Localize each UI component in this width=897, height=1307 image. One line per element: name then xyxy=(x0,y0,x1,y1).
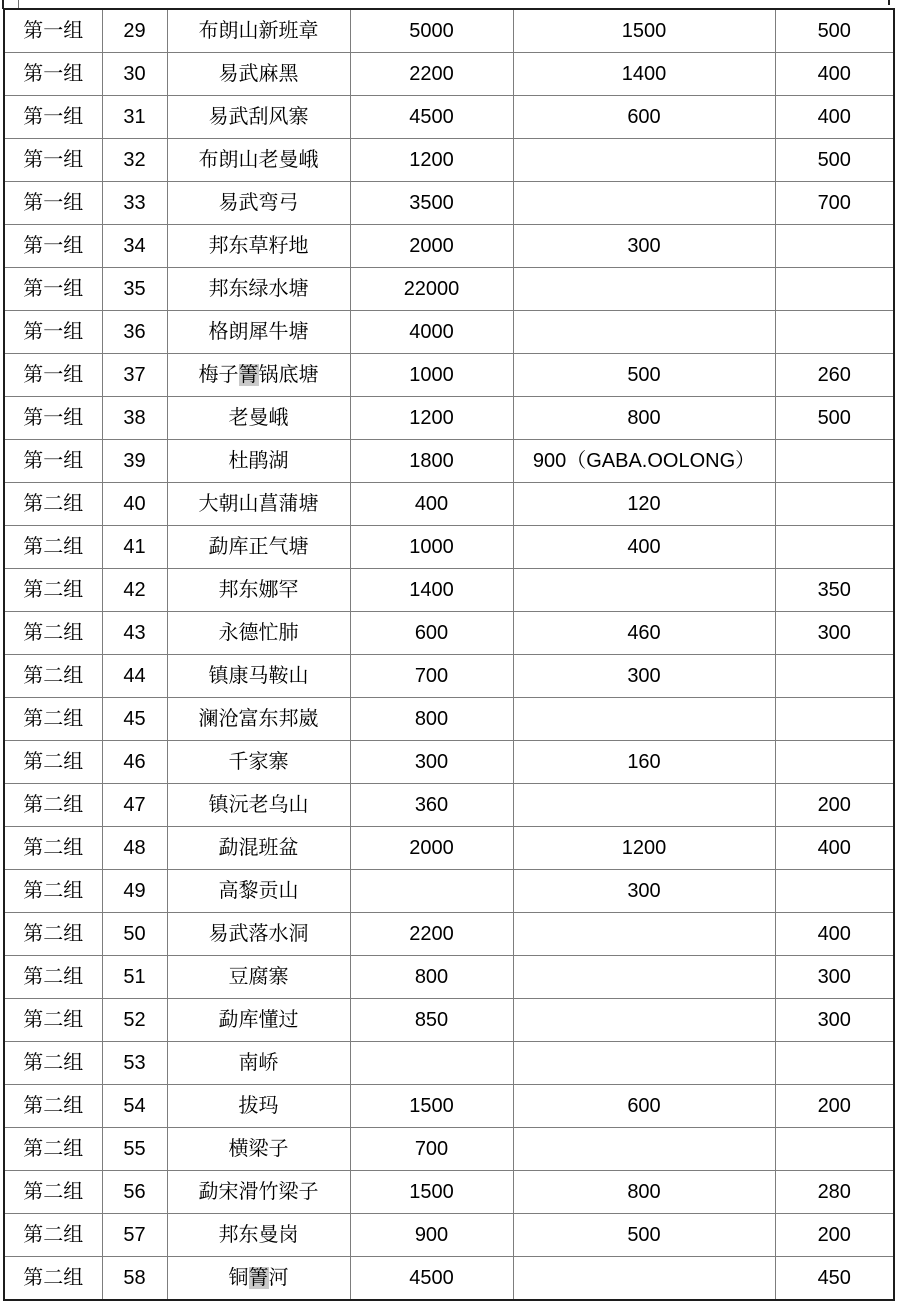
value1-cell[interactable]: 360 xyxy=(350,784,513,827)
value2-cell[interactable]: 500 xyxy=(513,1214,775,1257)
value2-cell[interactable]: 1200 xyxy=(513,827,775,870)
table-row xyxy=(4,354,894,397)
value3-cell[interactable]: 400 xyxy=(775,96,894,139)
group-cell[interactable]: 第一组 xyxy=(4,225,102,268)
table-row xyxy=(4,1042,894,1085)
index-cell[interactable]: 57 xyxy=(102,1214,167,1257)
value2-cell[interactable] xyxy=(513,999,775,1042)
value2-cell[interactable] xyxy=(513,913,775,956)
value3-cell[interactable]: 500 xyxy=(775,139,894,182)
value3-cell[interactable]: 200 xyxy=(775,784,894,827)
table-row xyxy=(4,1128,894,1171)
value1-cell[interactable]: 400 xyxy=(350,483,513,526)
index-cell[interactable]: 44 xyxy=(102,655,167,698)
value3-cell[interactable] xyxy=(775,1042,894,1085)
name-cell[interactable]: 拔玛 xyxy=(167,1085,350,1128)
value1-cell[interactable]: 1200 xyxy=(350,139,513,182)
value1-cell[interactable]: 600 xyxy=(350,612,513,655)
value2-cell[interactable] xyxy=(513,569,775,612)
index-cell[interactable]: 36 xyxy=(102,311,167,354)
value3-cell[interactable]: 300 xyxy=(775,999,894,1042)
value1-cell[interactable]: 2000 xyxy=(350,225,513,268)
group-cell[interactable]: 第二组 xyxy=(4,1128,102,1171)
index-cell[interactable]: 39 xyxy=(102,440,167,483)
value1-cell[interactable]: 22000 xyxy=(350,268,513,311)
index-cell[interactable]: 45 xyxy=(102,698,167,741)
group-cell[interactable]: 第二组 xyxy=(4,1085,102,1128)
value3-cell[interactable] xyxy=(775,526,894,569)
group-cell[interactable]: 第二组 xyxy=(4,956,102,999)
name-cell[interactable]: 易武弯弓 xyxy=(167,182,350,225)
name-cell[interactable]: 易武落水洞 xyxy=(167,913,350,956)
group-cell[interactable]: 第二组 xyxy=(4,870,102,913)
index-cell[interactable]: 56 xyxy=(102,1171,167,1214)
group-cell[interactable]: 第二组 xyxy=(4,741,102,784)
value3-cell[interactable] xyxy=(775,311,894,354)
name-cell[interactable]: 邦东草籽地 xyxy=(167,225,350,268)
value3-cell[interactable]: 700 xyxy=(775,182,894,225)
table-row xyxy=(4,440,894,483)
index-cell[interactable]: 30 xyxy=(102,53,167,96)
value1-cell[interactable]: 800 xyxy=(350,956,513,999)
group-cell[interactable]: 第一组 xyxy=(4,96,102,139)
value3-cell[interactable]: 280 xyxy=(775,1171,894,1214)
value3-cell[interactable]: 350 xyxy=(775,569,894,612)
group-cell[interactable]: 第一组 xyxy=(4,9,102,53)
group-cell[interactable]: 第二组 xyxy=(4,1042,102,1085)
group-cell[interactable]: 第一组 xyxy=(4,53,102,96)
value2-cell[interactable]: 400 xyxy=(513,526,775,569)
name-cell[interactable]: 镇沅老乌山 xyxy=(167,784,350,827)
value1-cell[interactable]: 1800 xyxy=(350,440,513,483)
name-cell[interactable]: 杜鹃湖 xyxy=(167,440,350,483)
value2-cell[interactable]: 160 xyxy=(513,741,775,784)
index-cell[interactable]: 58 xyxy=(102,1257,167,1301)
value3-cell[interactable]: 200 xyxy=(775,1085,894,1128)
value2-cell[interactable] xyxy=(513,698,775,741)
value1-cell[interactable]: 2200 xyxy=(350,53,513,96)
name-cell[interactable]: 镇康马鞍山 xyxy=(167,655,350,698)
value2-cell[interactable] xyxy=(513,1257,775,1301)
value3-cell[interactable]: 260 xyxy=(775,354,894,397)
table-body xyxy=(4,9,894,1300)
value2-cell[interactable]: 500 xyxy=(513,354,775,397)
table-row xyxy=(4,182,894,225)
table-row xyxy=(4,1214,894,1257)
index-cell[interactable]: 50 xyxy=(102,913,167,956)
name-cell[interactable]: 邦东娜罕 xyxy=(167,569,350,612)
index-cell[interactable]: 42 xyxy=(102,569,167,612)
table-row xyxy=(4,612,894,655)
table-row xyxy=(4,53,894,96)
value2-cell[interactable]: 300 xyxy=(513,870,775,913)
value3-cell[interactable]: 400 xyxy=(775,53,894,96)
group-cell[interactable]: 第一组 xyxy=(4,139,102,182)
value2-cell[interactable] xyxy=(513,784,775,827)
table-row xyxy=(4,1171,894,1214)
group-cell[interactable]: 第二组 xyxy=(4,698,102,741)
name-cell[interactable]: 豆腐寨 xyxy=(167,956,350,999)
group-cell[interactable]: 第二组 xyxy=(4,612,102,655)
name-cell[interactable]: 易武刮风寨 xyxy=(167,96,350,139)
value2-cell[interactable]: 900（GABA.OOLONG） xyxy=(513,440,775,483)
name-cell[interactable]: 永德忙肺 xyxy=(167,612,350,655)
table-row xyxy=(4,268,894,311)
value1-cell[interactable]: 1500 xyxy=(350,1171,513,1214)
value3-cell[interactable] xyxy=(775,483,894,526)
value2-cell[interactable]: 300 xyxy=(513,655,775,698)
value2-cell[interactable]: 600 xyxy=(513,96,775,139)
table-row xyxy=(4,9,894,53)
value3-cell[interactable] xyxy=(775,440,894,483)
cutoff-border-stub xyxy=(18,0,19,8)
name-cell[interactable]: 澜沧富东邦崴 xyxy=(167,698,350,741)
table-row xyxy=(4,225,894,268)
value3-cell[interactable] xyxy=(775,1128,894,1171)
table-row xyxy=(4,1085,894,1128)
table-row xyxy=(4,483,894,526)
group-cell[interactable]: 第二组 xyxy=(4,1214,102,1257)
group-cell[interactable]: 第二组 xyxy=(4,655,102,698)
index-cell[interactable]: 47 xyxy=(102,784,167,827)
value3-cell[interactable] xyxy=(775,698,894,741)
value2-cell[interactable]: 120 xyxy=(513,483,775,526)
index-cell[interactable]: 37 xyxy=(102,354,167,397)
group-cell[interactable]: 第一组 xyxy=(4,354,102,397)
table-row xyxy=(4,913,894,956)
table-row xyxy=(4,96,894,139)
index-cell[interactable]: 31 xyxy=(102,96,167,139)
value3-cell[interactable]: 200 xyxy=(775,1214,894,1257)
name-cell[interactable]: 勐混班盆 xyxy=(167,827,350,870)
value1-cell[interactable]: 900 xyxy=(350,1214,513,1257)
index-cell[interactable]: 48 xyxy=(102,827,167,870)
table-row xyxy=(4,827,894,870)
value1-cell[interactable]: 1000 xyxy=(350,354,513,397)
value1-cell[interactable]: 4500 xyxy=(350,96,513,139)
value1-cell[interactable]: 1200 xyxy=(350,397,513,440)
index-cell[interactable]: 40 xyxy=(102,483,167,526)
table-row xyxy=(4,698,894,741)
name-cell[interactable]: 邦东曼岗 xyxy=(167,1214,350,1257)
index-cell[interactable]: 55 xyxy=(102,1128,167,1171)
name-cell[interactable]: 横梁子 xyxy=(167,1128,350,1171)
index-cell[interactable]: 32 xyxy=(102,139,167,182)
name-cell[interactable]: 大朝山菖蒲塘 xyxy=(167,483,350,526)
name-cell[interactable]: 南峤 xyxy=(167,1042,350,1085)
search-highlight: 箐 xyxy=(248,1267,269,1289)
index-cell[interactable]: 41 xyxy=(102,526,167,569)
group-cell[interactable]: 第二组 xyxy=(4,913,102,956)
table-row xyxy=(4,569,894,612)
group-cell[interactable]: 第二组 xyxy=(4,1257,102,1301)
name-cell[interactable]: 勐库正气塘 xyxy=(167,526,350,569)
name-cell[interactable]: 梅子箐锅底塘 xyxy=(167,354,350,397)
value3-cell[interactable]: 300 xyxy=(775,612,894,655)
value1-cell[interactable]: 4500 xyxy=(350,1257,513,1301)
value2-cell[interactable] xyxy=(513,311,775,354)
group-cell[interactable]: 第一组 xyxy=(4,440,102,483)
value3-cell[interactable] xyxy=(775,225,894,268)
table-row xyxy=(4,741,894,784)
table-row xyxy=(4,870,894,913)
table-row xyxy=(4,1257,894,1301)
value2-cell[interactable] xyxy=(513,139,775,182)
index-cell[interactable]: 43 xyxy=(102,612,167,655)
value3-cell[interactable]: 500 xyxy=(775,397,894,440)
table-row xyxy=(4,311,894,354)
index-cell[interactable]: 46 xyxy=(102,741,167,784)
value1-cell[interactable]: 5000 xyxy=(350,9,513,53)
index-cell[interactable]: 49 xyxy=(102,870,167,913)
value3-cell[interactable] xyxy=(775,741,894,784)
group-cell[interactable]: 第一组 xyxy=(4,268,102,311)
value3-cell[interactable]: 450 xyxy=(775,1257,894,1301)
value2-cell[interactable]: 600 xyxy=(513,1085,775,1128)
table-row xyxy=(4,139,894,182)
table-row xyxy=(4,655,894,698)
value1-cell[interactable]: 4000 xyxy=(350,311,513,354)
value1-cell[interactable]: 1000 xyxy=(350,526,513,569)
value1-cell[interactable]: 3500 xyxy=(350,182,513,225)
table-row xyxy=(4,784,894,827)
value2-cell[interactable] xyxy=(513,1042,775,1085)
name-cell[interactable]: 易武麻黑 xyxy=(167,53,350,96)
index-cell[interactable]: 53 xyxy=(102,1042,167,1085)
index-cell[interactable]: 33 xyxy=(102,182,167,225)
value2-cell[interactable]: 300 xyxy=(513,225,775,268)
value1-cell[interactable]: 700 xyxy=(350,655,513,698)
group-cell[interactable]: 第二组 xyxy=(4,526,102,569)
value2-cell[interactable]: 800 xyxy=(513,1171,775,1214)
group-cell[interactable]: 第二组 xyxy=(4,827,102,870)
group-cell[interactable]: 第二组 xyxy=(4,999,102,1042)
table-row xyxy=(4,956,894,999)
group-cell[interactable]: 第一组 xyxy=(4,311,102,354)
value2-cell[interactable] xyxy=(513,1128,775,1171)
value1-cell[interactable]: 300 xyxy=(350,741,513,784)
index-cell[interactable]: 51 xyxy=(102,956,167,999)
value1-cell[interactable]: 1400 xyxy=(350,569,513,612)
table-row xyxy=(4,526,894,569)
index-cell[interactable]: 38 xyxy=(102,397,167,440)
tea-price-table xyxy=(3,8,895,1301)
index-cell[interactable]: 52 xyxy=(102,999,167,1042)
name-cell[interactable]: 千家寨 xyxy=(167,741,350,784)
name-cell[interactable]: 高黎贡山 xyxy=(167,870,350,913)
name-cell[interactable]: 勐库懂过 xyxy=(167,999,350,1042)
value2-cell[interactable]: 1500 xyxy=(513,9,775,53)
value1-cell[interactable] xyxy=(350,1042,513,1085)
value2-cell[interactable]: 800 xyxy=(513,397,775,440)
name-cell[interactable]: 邦东绿水塘 xyxy=(167,268,350,311)
table-row xyxy=(4,397,894,440)
value3-cell[interactable] xyxy=(775,870,894,913)
value1-cell[interactable]: 850 xyxy=(350,999,513,1042)
index-cell[interactable]: 29 xyxy=(102,9,167,53)
name-cell[interactable]: 勐宋滑竹梁子 xyxy=(167,1171,350,1214)
value3-cell[interactable] xyxy=(775,655,894,698)
name-cell[interactable]: 格朗犀牛塘 xyxy=(167,311,350,354)
group-cell[interactable]: 第二组 xyxy=(4,569,102,612)
group-cell[interactable]: 第二组 xyxy=(4,1171,102,1214)
index-cell[interactable]: 34 xyxy=(102,225,167,268)
value3-cell[interactable]: 400 xyxy=(775,827,894,870)
name-cell[interactable]: 铜箐河 xyxy=(167,1257,350,1301)
group-cell[interactable]: 第一组 xyxy=(4,397,102,440)
value3-cell[interactable]: 300 xyxy=(775,956,894,999)
value1-cell[interactable]: 800 xyxy=(350,698,513,741)
index-cell[interactable]: 35 xyxy=(102,268,167,311)
name-cell[interactable]: 布朗山新班章 xyxy=(167,9,350,53)
index-cell[interactable]: 54 xyxy=(102,1085,167,1128)
search-highlight: 箐 xyxy=(238,364,259,386)
name-cell[interactable]: 老曼峨 xyxy=(167,397,350,440)
group-cell[interactable]: 第二组 xyxy=(4,483,102,526)
value2-cell[interactable] xyxy=(513,182,775,225)
value1-cell[interactable]: 2200 xyxy=(350,913,513,956)
value1-cell[interactable] xyxy=(350,870,513,913)
value1-cell[interactable]: 1500 xyxy=(350,1085,513,1128)
value3-cell[interactable] xyxy=(775,268,894,311)
value2-cell[interactable]: 460 xyxy=(513,612,775,655)
value2-cell[interactable] xyxy=(513,956,775,999)
value3-cell[interactable]: 500 xyxy=(775,9,894,53)
value3-cell[interactable]: 400 xyxy=(775,913,894,956)
group-cell[interactable]: 第一组 xyxy=(4,182,102,225)
value2-cell[interactable] xyxy=(513,268,775,311)
name-cell[interactable]: 布朗山老曼峨 xyxy=(167,139,350,182)
value2-cell[interactable]: 1400 xyxy=(513,53,775,96)
value1-cell[interactable]: 700 xyxy=(350,1128,513,1171)
group-cell[interactable]: 第二组 xyxy=(4,784,102,827)
value1-cell[interactable]: 2000 xyxy=(350,827,513,870)
cutoff-border-stub xyxy=(888,0,890,5)
table-row xyxy=(4,999,894,1042)
